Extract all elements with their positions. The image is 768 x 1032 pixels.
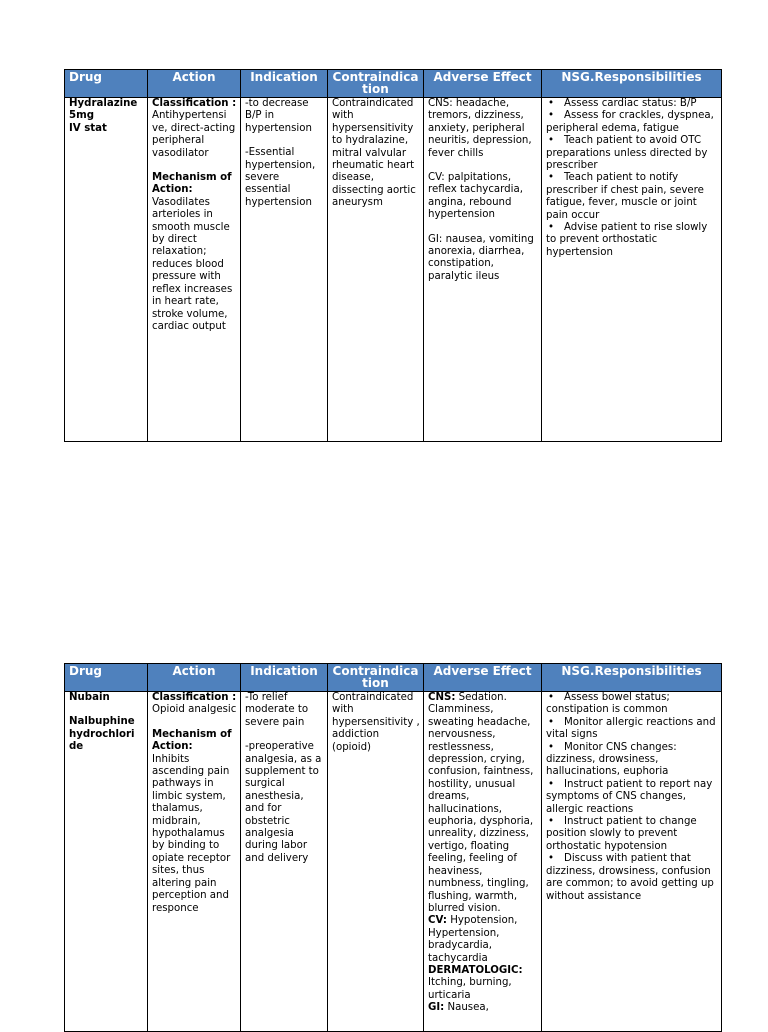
adverse-cv: CV: Hypotension, Hypertension, bradycardia, tachycardia — [428, 915, 518, 964]
indication-text: -preoperative analgesia, as a supplement to surgical anesthesia, and for obstetric analgesia during labor and delivery — [245, 741, 322, 864]
drug-cell — [65, 98, 148, 442]
header-adverse-effect: Adverse Effect — [424, 664, 542, 692]
nsg-item: • Monitor CNS changes: dizziness, drowsiness, hallucinations, euphoria — [546, 741, 677, 778]
bullet-icon: • — [548, 222, 555, 234]
indication-text: -Essential hypertension, severe essential hypertension — [245, 147, 316, 208]
nsg-item: • Monitor allergic reactions and vital signs — [546, 716, 716, 741]
indication-cell — [241, 692, 328, 1032]
header-action: Action — [148, 664, 241, 692]
drug-dose: 5mg — [69, 110, 94, 122]
nsg-cell — [542, 692, 722, 1032]
bullet-icon: • — [548, 778, 555, 790]
table-row — [65, 692, 722, 1032]
table-header-row — [65, 664, 722, 692]
nsg-item: • Instruct patient to report nay symptoms of CNS changes, allergic reactions — [546, 778, 713, 815]
drug-table-hydralazine — [64, 69, 722, 442]
drug-name: Hydralazine — [69, 98, 138, 109]
header-adverse-effect: Adverse Effect — [424, 70, 542, 98]
header-contraindication: Contraindica tion — [328, 70, 424, 98]
bullet-icon: • — [548, 692, 555, 703]
classification-text: Opioid analgesic — [152, 704, 237, 716]
bullet-icon: • — [548, 135, 555, 147]
mechanism-text: Inhibits ascending pain pathways in limbic system, thalamus, midbrain, hypothalamus by binding to opiate receptor sites, thus altering pain perception and responce — [152, 753, 231, 914]
adverse-gi: GI: Nausea, — [428, 1002, 489, 1014]
bullet-icon: • — [548, 816, 555, 828]
nsg-item: • Discuss with patient that dizziness, drowsiness, confusion are common; to avoid getting up without assistance — [546, 853, 714, 902]
bullet-icon: • — [548, 716, 555, 728]
drug-route: IV stat — [69, 122, 107, 134]
table-row — [65, 98, 722, 442]
bullet-icon: • — [548, 98, 555, 109]
nsg-item: • Assess for crackles, dyspnea, peripheral edema, fatigue — [546, 110, 714, 134]
indication-text: -To relief moderate to severe pain — [245, 692, 309, 728]
contraindication-cell — [328, 98, 424, 442]
drug-brand-name: Nubain — [69, 692, 110, 703]
indication-text: -to decrease B/P in hypertension — [245, 98, 312, 134]
classification-text: Antihypertensi ve, direct-acting peripheral vasodilator — [152, 110, 236, 159]
nsg-cell — [542, 98, 722, 442]
action-cell — [148, 98, 241, 442]
drug-generic-name: Nalbuphine hydrochlori de — [69, 716, 135, 753]
header-indication: Indication — [241, 664, 328, 692]
header-drug: Drug — [65, 70, 148, 98]
table-header-row — [65, 70, 722, 98]
adverse-effect-cell — [424, 98, 542, 442]
nsg-item: • Assess bowel status; constipation is common — [546, 692, 670, 716]
header-action: Action — [148, 70, 241, 98]
nsg-item: • Teach patient to avoid OTC preparations unless directed by prescriber — [546, 135, 708, 172]
action-cell — [148, 692, 241, 1032]
header-nsg-responsibilities: NSG.Responsibilities — [542, 70, 722, 98]
header-nsg-responsibilities: NSG.Responsibilities — [542, 664, 722, 692]
contraindication-cell — [328, 692, 424, 1032]
classification-label: Classification : — [152, 98, 237, 109]
bullet-icon: • — [548, 741, 555, 753]
nsg-item: • Teach patient to notify prescriber if chest pain, severe fatigue, fever, muscle or joint pain occur — [546, 172, 704, 221]
adverse-cv: CV: palpitations, reflex tachycardia, angina, rebound hypertension — [428, 172, 523, 221]
bullet-icon: • — [548, 110, 555, 122]
adverse-cns: CNS: headache, tremors, dizziness, anxiety, peripheral neuritis, depression, fever chills — [428, 98, 532, 159]
nsg-item: • Instruct patient to change position slowly to prevent orthostatic hypotension — [546, 816, 697, 852]
mechanism-label: Mechanism of Action: — [152, 172, 232, 196]
classification-label: Classification : — [152, 692, 237, 703]
header-contraindication: Contraindica tion — [328, 664, 424, 692]
drug-table-nubain — [64, 663, 722, 1032]
contraindication-text: Contraindicated with hypersensitivity to hydralazine, mitral valvular rheumatic heart disease, dissecting aortic aneurysm — [332, 98, 416, 209]
mechanism-label: Mechanism of Action: — [152, 728, 232, 753]
indication-cell — [241, 98, 328, 442]
header-indication: Indication — [241, 70, 328, 98]
adverse-effect-cell — [424, 692, 542, 1032]
adverse-dermatologic: DERMATOLOGIC: Itching, burning, urticaria — [428, 964, 523, 1001]
mechanism-text: Vasodilates arterioles in smooth muscle by direct relaxation; reduces blood pressure with reflex increases in heart rate, stroke volume, cardiac output — [152, 196, 233, 332]
nsg-item: • Advise patient to rise slowly to prevent orthostatic hypertension — [546, 222, 708, 258]
contraindication-text: Contraindicated with hypersensitivity , addiction (opioid) — [332, 692, 420, 753]
header-drug: Drug — [65, 664, 148, 692]
bullet-icon: • — [548, 853, 555, 865]
adverse-cns: CNS: Sedation. Clamminess, sweating headache, nervousness, restlessness, depression, crying, confusion, faintness, hostility, unusual dreams, hallucinations, euphoria, dysphoria, unreality, dizziness, vertigo, floating feeling, feeling of heaviness, numbness, tingling, flushing, warmth, blurred vision. — [428, 692, 534, 914]
drug-cell — [65, 692, 148, 1032]
nsg-item: • Assess cardiac status: B/P — [548, 98, 697, 109]
bullet-icon: • — [548, 172, 555, 184]
adverse-gi: GI: nausea, vomiting anorexia, diarrhea, constipation, paralytic ileus — [428, 233, 534, 282]
